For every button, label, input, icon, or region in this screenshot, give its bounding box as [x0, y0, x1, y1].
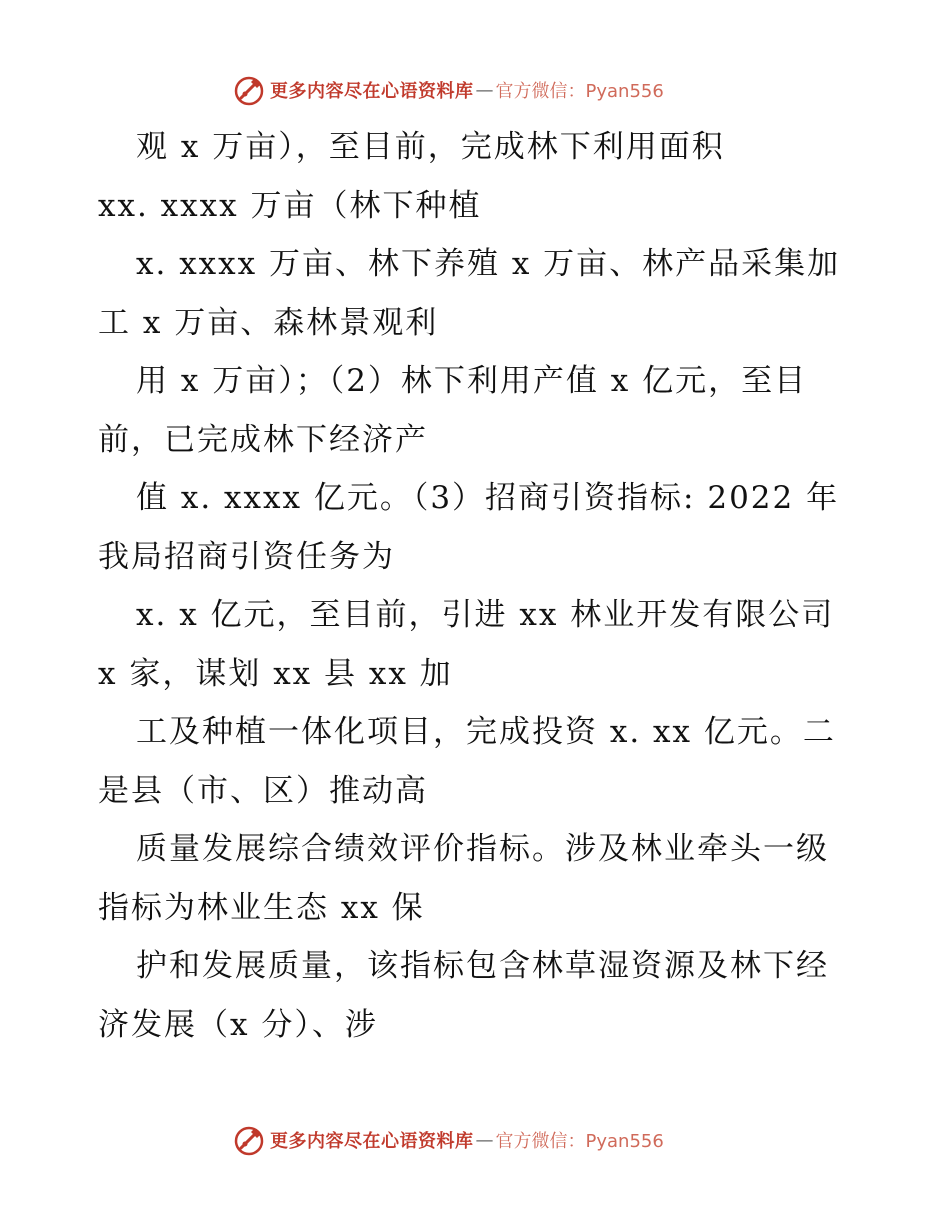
- watermark-text: 更多内容尽在心语资料库: [270, 81, 474, 102]
- document-line: x. xxxx 万亩、林下养殖 x 万亩、林产品采集加: [136, 246, 841, 282]
- footer-watermark: [232, 1123, 664, 1157]
- document-body: [98, 118, 858, 1054]
- watermark-wechat: 官方微信：Pyan556: [495, 81, 664, 102]
- document-line: 济发展（x 分）、涉: [98, 1006, 378, 1043]
- document-line: x 家，谋划 xx 县 xx 加: [98, 655, 453, 692]
- document-line: 值 x. xxxx 亿元。（3）招商引资指标: 2022 年: [136, 480, 840, 516]
- document-line: 工及种植一体化项目，完成投资 x. xx 亿元。二: [136, 714, 836, 750]
- watermark-logo-icon: [232, 73, 266, 107]
- watermark-separator: —: [475, 1129, 494, 1151]
- document-line: 我局招商引资任务为: [98, 538, 395, 575]
- watermark-logo-icon: [232, 1123, 266, 1157]
- header-watermark: [232, 73, 664, 107]
- document-line: 用 x 万亩）；（2）林下利用产值 x 亿元，至目: [136, 363, 808, 399]
- document-line: xx. xxxx 万亩（林下种植: [98, 187, 482, 224]
- document-line: 质量发展综合绩效评价指标。涉及林业牵头一级: [136, 831, 829, 867]
- document-line: 观 x 万亩），至目前，完成林下利用面积: [136, 129, 725, 165]
- document-line: 前，已完成林下经济产: [98, 421, 428, 458]
- document-line: 是县（市、区）推动高: [98, 772, 428, 809]
- watermark-wechat: 官方微信：Pyan556: [495, 1131, 664, 1152]
- watermark-separator: —: [475, 79, 494, 101]
- document-line: x. x 亿元，至目前，引进 xx 林业开发有限公司: [136, 597, 835, 633]
- watermark-text: 更多内容尽在心语资料库: [270, 1131, 474, 1152]
- document-line: 工 x 万亩、森林景观利: [98, 304, 439, 341]
- document-line: 指标为林业生态 xx 保: [98, 889, 425, 926]
- document-line: 护和发展质量，该指标包含林草湿资源及林下经: [136, 948, 829, 984]
